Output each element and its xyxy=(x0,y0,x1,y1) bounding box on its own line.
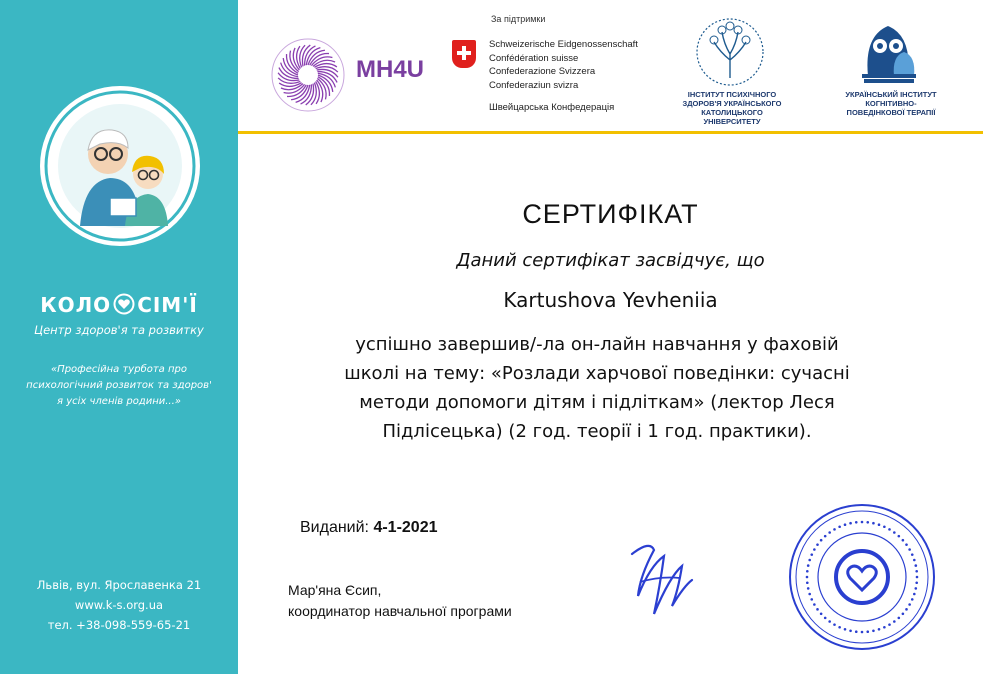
stamp-dot xyxy=(838,525,841,528)
institute1-line-2: ЗДОРОВ'Я УКРАЇНСЬКОГО xyxy=(682,99,782,108)
stamp-dot xyxy=(808,559,811,562)
stamp-dot xyxy=(913,593,916,596)
stamp-dot xyxy=(893,531,896,534)
stamp-dot xyxy=(878,523,881,526)
swiss-name-fr: Confédération suisse xyxy=(489,52,579,64)
stamp-dot xyxy=(807,564,810,567)
quote-line-2: психологічний розвиток та здоров' xyxy=(26,380,212,391)
institute1-line-4: УНІВЕРСИТЕТУ xyxy=(703,117,761,126)
stamp-dot xyxy=(806,570,809,573)
quote-line-3: я усіх членів родини...» xyxy=(57,396,181,407)
stamp-dot xyxy=(806,576,809,579)
stamp-dot xyxy=(810,598,813,601)
mh4u-logo-text: MH4U xyxy=(356,56,425,83)
header-divider xyxy=(238,131,983,134)
institute-cbt xyxy=(824,90,958,117)
address: Львів, вул. Ярославенка 21 xyxy=(36,578,202,592)
institute2-line-1: УКРАЇНСЬКИЙ ІНСТИТУТ xyxy=(845,90,937,99)
stamp-dot xyxy=(806,581,809,584)
stamp-dot xyxy=(872,522,875,525)
quote-line-1: «Професійна турбота про xyxy=(51,364,187,375)
institute-mental-health xyxy=(668,90,796,126)
stamp-dot xyxy=(849,629,852,632)
stamp-dot xyxy=(883,525,886,528)
body-line-4: Підлісецька) (2 год. теорії і 1 год. практики). xyxy=(382,421,812,442)
certificate-title: СЕРТИФІКАТ xyxy=(522,199,699,229)
mh4u-ring-logo xyxy=(268,35,348,119)
stamp-dot xyxy=(844,523,847,526)
contact-block xyxy=(0,575,238,635)
stamp-dot xyxy=(849,522,852,525)
stamp-dot xyxy=(908,548,911,551)
stamp-dot xyxy=(820,613,823,616)
website-link[interactable]: www.k-s.org.ua xyxy=(74,598,164,612)
stamp-dot xyxy=(914,564,917,567)
swiss-name-ua: Швейцарська Конфедерація xyxy=(489,102,615,113)
stamp-dot xyxy=(824,535,827,538)
stamp-dot xyxy=(888,528,891,531)
swiss-name-it: Confederazione Svizzera xyxy=(489,66,596,77)
stamp-dot xyxy=(813,548,816,551)
stamp-dot xyxy=(810,553,813,556)
tree-logo-icon xyxy=(694,16,766,92)
stamp-dot xyxy=(872,629,875,632)
stamp-dot xyxy=(902,539,905,542)
stamp-dot xyxy=(893,620,896,623)
round-stamp-seal xyxy=(787,502,937,656)
institute2-line-3: ПОВЕДІНКОВОЇ ТЕРАПІЇ xyxy=(846,108,936,117)
stamp-dot xyxy=(916,576,919,579)
issued-label: Виданий: xyxy=(300,519,374,536)
issued-date: 4-1-2021 xyxy=(373,519,438,536)
brand-left-text: КОЛО xyxy=(40,293,112,317)
brand-subtitle: Центр здоров'я та розвитку xyxy=(34,323,204,337)
stamp-dot xyxy=(915,581,918,584)
stamp-dot xyxy=(816,543,819,546)
stamp-dot xyxy=(905,608,908,611)
body-line-1: успішно завершив/-ла он-лайн навчання у фаховій xyxy=(355,334,839,355)
coordinator-name: Мар'яна Єсип, xyxy=(288,582,382,598)
institute1-line-1: ІНСТИТУТ ПСИХІЧНОГО xyxy=(687,90,777,99)
stamp-dot xyxy=(915,570,918,573)
certificate-subtitle: Даний сертифікат засвідчує, що xyxy=(456,250,765,271)
institute1-line-3: КАТОЛИЦЬКОГО xyxy=(701,108,763,117)
phone-number: тел. +38-098-559-65-21 xyxy=(47,618,191,632)
stamp-dot xyxy=(855,521,858,524)
stamp-dot xyxy=(833,528,836,531)
support-label: За підтримки xyxy=(491,14,546,24)
stamp-dot xyxy=(813,603,816,606)
family-illustration-icon xyxy=(40,86,200,246)
stamp-dot xyxy=(866,630,869,633)
owl-logo-icon xyxy=(858,16,920,90)
stamp-dot xyxy=(808,593,811,596)
stamp-dot xyxy=(908,603,911,606)
swiss-name-de: Schweizerische Eidgenossenschaft xyxy=(489,39,638,50)
stamp-dot xyxy=(866,521,869,524)
stamp-dot xyxy=(905,543,908,546)
swiss-name-rm: Confederaziun svizra xyxy=(489,79,579,91)
stamp-dot xyxy=(807,587,810,590)
stamp-dot xyxy=(855,630,858,633)
stamp-dot xyxy=(883,626,886,629)
coordinator-role: координатор навчальної програми xyxy=(288,603,512,619)
stamp-dot xyxy=(844,628,847,631)
stamp-dot xyxy=(838,626,841,629)
stamp-dot xyxy=(911,598,914,601)
brand-right-text: СІМ'Ї xyxy=(137,293,198,317)
stamp-dot xyxy=(828,620,831,623)
stamp-dot xyxy=(833,623,836,626)
stamp-dot xyxy=(914,587,917,590)
stamp-dot xyxy=(913,559,916,562)
stamp-dot xyxy=(816,608,819,611)
stamp-dot xyxy=(902,613,905,616)
stamp-dot xyxy=(898,617,901,620)
stamp-dot xyxy=(861,631,864,634)
stamp-dot xyxy=(828,531,831,534)
stamp-dot xyxy=(888,623,891,626)
sidebar xyxy=(0,0,238,674)
brand-logo xyxy=(0,293,238,320)
heart-ring-icon xyxy=(113,293,135,320)
swiss-confederation-names xyxy=(489,38,638,92)
signature-image xyxy=(620,536,700,630)
body-line-2: школі на тему: «Розлади харчової поведінки: сучасні xyxy=(344,363,850,384)
certificate-body xyxy=(262,330,932,446)
stamp-dot xyxy=(861,521,864,524)
stamp-dot xyxy=(824,617,827,620)
mission-quote xyxy=(24,362,214,410)
stamp-dot xyxy=(878,628,881,631)
coordinator-block xyxy=(288,580,512,622)
stamp-dot xyxy=(898,535,901,538)
institute2-line-2: КОГНІТИВНО- xyxy=(865,99,917,108)
stamp-dot xyxy=(911,553,914,556)
recipient-name: Kartushova Yevheniia xyxy=(503,288,718,312)
stamp-dot xyxy=(820,539,823,542)
body-line-3: методи допомоги дітям і підліткам» (лектор Леся xyxy=(359,392,835,413)
swiss-flag-icon xyxy=(452,40,476,68)
issued-date-row xyxy=(300,519,438,537)
